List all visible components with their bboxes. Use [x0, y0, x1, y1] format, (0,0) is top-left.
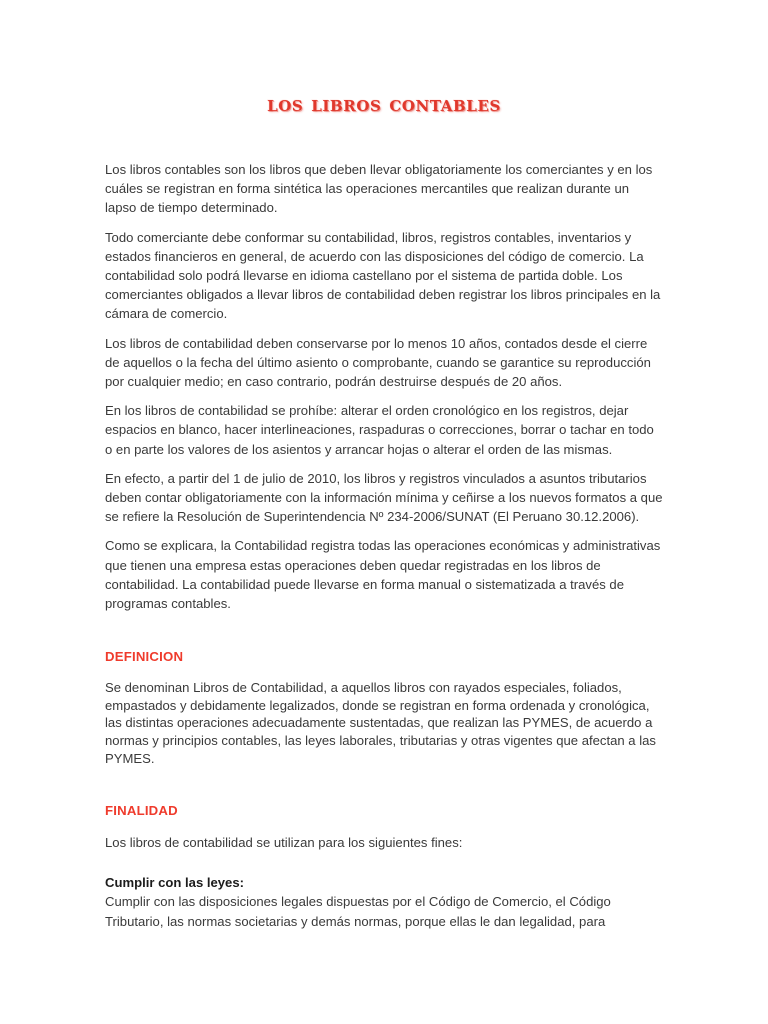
section-body-definicion: Se denominan Libros de Contabilidad, a aquellos libros con rayados especiales, foliados, empastados y debidamente legalizados, donde se registran en forma ordenada y cronológica, las distintas operaciones adecuadamente sustentadas, que realizan las PYMES, de acuerdo a normas y principios contables, las leyes laborales, tributarias y otras vigentes que afectan a las PYMES.	[105, 680, 656, 766]
page-title: los libros contables	[267, 91, 501, 116]
paragraph-4: En los libros de contabilidad se prohíbe: alterar el orden cronológico en los registros, dejar espacios en blanco, hacer interlineaciones, raspaduras o correcciones, borrar o tachar en todo o en parte los valores de los asientos y arrancar hojas o alterar el orden de las mismas.	[105, 403, 654, 457]
subsection-heading-cumplir-con-las-leyes: Cumplir con las leyes:	[105, 875, 244, 891]
section-heading-finalidad: FINALIDAD	[105, 803, 178, 819]
paragraph-3: Los libros de contabilidad deben conservarse por lo menos 10 años, contados desde el cierre de aquellos o la fecha del último asiento o comprobante, cuando se garantice su reproducción por cualquier medio; en caso contrario, podrán destruirse después de 20 años.	[105, 335, 651, 390]
section-intro-finalidad: Los libros de contabilidad se utilizan para los siguientes fines:	[105, 835, 463, 851]
subsection-body-cumplir-con-las-leyes: Cumplir con las disposiciones legales dispuestas por el Código de Comercio, el Código Tributario, las normas societarias y demás normas, porque ellas le dan legalidad, para	[105, 894, 611, 929]
spacer-before-finalidad	[105, 777, 663, 801]
section-heading-definicion: DEFINICION	[105, 649, 184, 665]
spacer-after-finalidad	[105, 820, 663, 833]
paragraph-6: Como se explicara, la Contabilidad registra todas las operaciones económicas y administrativas que tienen una empresa estas operaciones deben quedar registradas en los libros de contabilidad. La contabilidad puede llevarse en forma manual o sistematizada a través de programas contables.	[105, 538, 661, 612]
spacer-before-subheading	[105, 862, 663, 874]
spacer-after-definicion	[105, 666, 663, 679]
spacer-before-definicion	[105, 623, 663, 647]
paragraph-2: Todo comerciante debe conformar su contabilidad, libros, registros contables, inventarios y estados financieros en general, de acuerdo con las disposiciones del código de comercio. La contabilidad solo podrá llevarse en idioma castellano por el sistema de partida doble. Los comerciantes obligados a llevar libros de contabilidad deben registrar los libros principales en la cámara de comercio.	[105, 229, 661, 322]
paragraph-5: En efecto, a partir del 1 de julio de 2010, los libros y registros vinculados a asuntos tributarios deben contar obligatoriamente con la información mínima y ceñirse a los nuevos formatos a que se refiere la Resolución de Superintendencia Nº 234-2006/SUNAT (El Peruano 30.12.2006).	[105, 470, 663, 525]
paragraph-1: Los libros contables son los libros que deben llevar obligatoriamente los comerciantes y en los cuáles se registran en forma sintética las operaciones mercantiles que realizan durante un lapso de tiempo determinado.	[105, 162, 653, 216]
document-body	[105, 160, 663, 931]
